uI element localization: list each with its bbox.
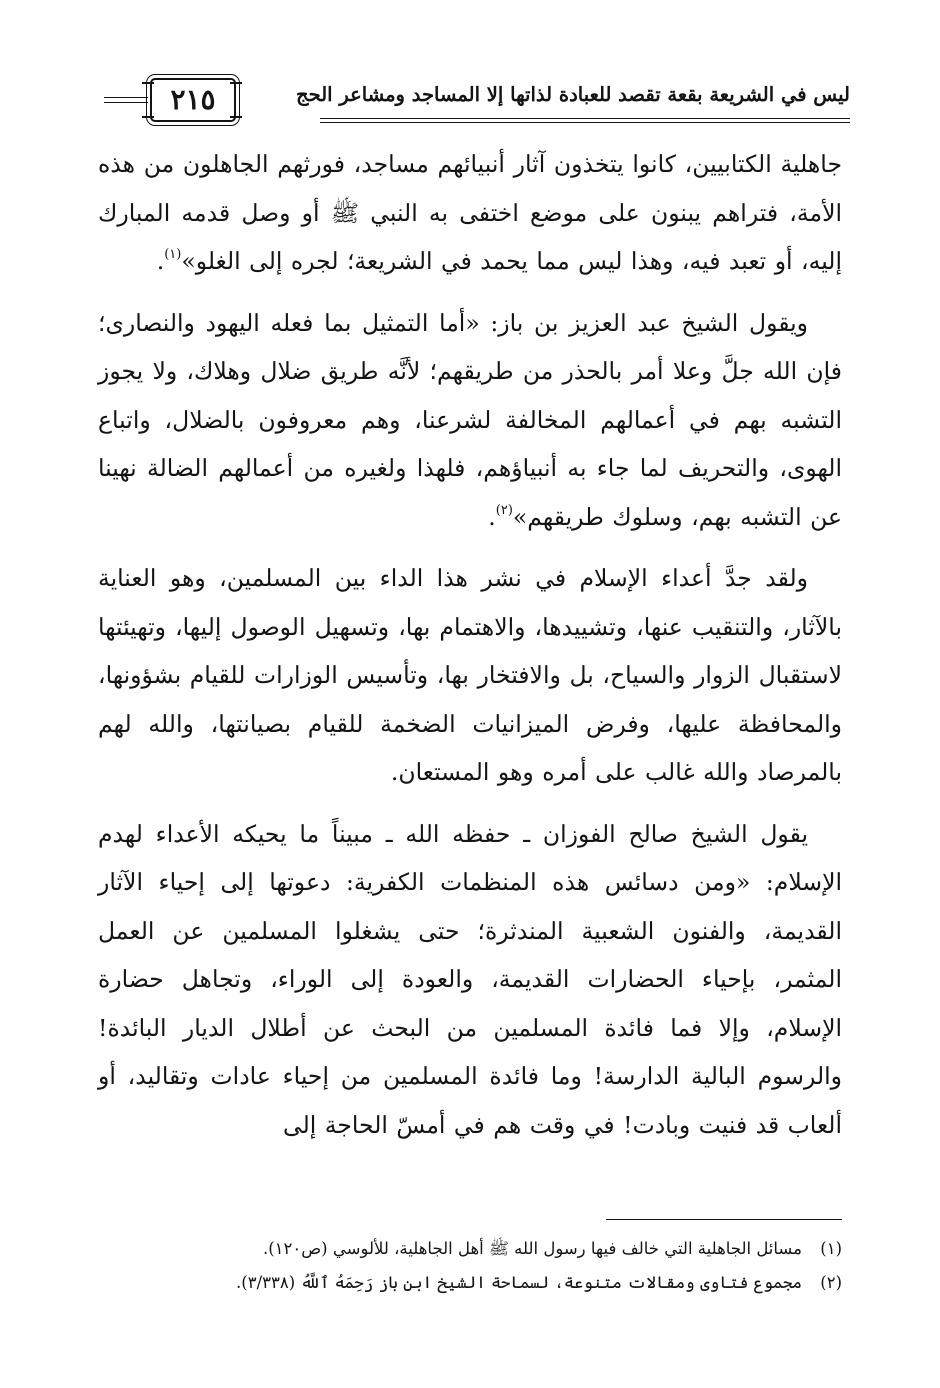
footnotes [98,1232,842,1300]
paragraph [98,299,842,542]
footnote [98,1266,842,1300]
frame-ornament [230,82,242,84]
footnote-text: مسائل الجاهلية التي خالف فيها رسول الله ﷺ أهل الجاهلية، للألوسي (ص١٢٠). [262,1239,802,1258]
footnote-number: (٢) [820,1273,842,1292]
paragraph [98,140,842,286]
paragraph-end: . [488,502,496,531]
page-number-frame [150,78,236,122]
footnote-text: مجموع فتاوى ومقالات متنوعة، لسماحة الشيخ ابن باز رَحِمَهُ ٱللَّهُ (٣/٣٣٨). [236,1273,802,1292]
frame-ornament [142,82,154,84]
footnote-separator [606,1219,842,1220]
frame-ornament [142,116,154,118]
footnote [98,1232,842,1266]
paragraph-text: ولقد جدَّ أعداء الإسلام في نشر هذا الداء بين المسلمين، وهو العناية بالآثار، والتنقيب عنها، وتشييدها، والاهتمام بها، وتسهيل الوصول إليها، وتهيئتها لاستقبال الزوار والسياح، بل والافتخار بها، وتأسيس الوزارات للقيام بشؤونها، والمحافظة عليها، وفرض الميزانيات الضخمة للقيام بصيانتها، والله لهم بالمرصاد والله غالب على أمره وهو المستعان. [98,564,842,786]
paragraph-end: . [156,247,165,275]
footnote-number: (١) [820,1239,842,1258]
header-left-double-rule [104,97,148,103]
main-text [98,140,842,1149]
header-double-rule [320,118,850,123]
paragraph-text: ويقول الشيخ عبد العزيز بن باز: «أما التمثيل بما فعله اليهود والنصارى؛ فإن الله جلَّ وعلا أمر بالحذر من طريقهم؛ لأنَّه طريق ضلال وهلاك، ولا يجوز التشبه بهم في أعمالهم المخالفة لشرعنا، وهم معروفون بالضلال، واتباع الهوى، والتحريف لما جاء به أنبياؤهم، فلهذا ولغيره من أعمالهم الضالة نهينا عن التشبه بهم، وسلوك طريقهم» [98,308,842,531]
paragraph [98,810,842,1150]
footnote-ref: (٢) [495,502,513,518]
page-number: ٢١٥ [170,83,216,116]
paragraph-text: جاهلية الكتابيين، كانوا يتخذون آثار أنبيائهم مساجد، فورثهم الجاهلون من هذه الأمة، فتراهم يبنون على موضع اختفى به النبي ﷺ أو وصل قدمه المبارك إليه، أو تعبد فيه، وهذا ليس مما يحمد في الشريعة؛ لجره إلى الغلو» [98,150,842,275]
footnote-ref: (١) [164,247,182,262]
running-title: ليس في الشريعة بقعة تقصد للعبادة لذاتها إلا المساجد ومشاعر الحج [296,83,850,106]
running-header [104,74,850,144]
paragraph [98,554,842,797]
paragraph-text: يقول الشيخ صالح الفوزان ـ حفظه الله ـ مبيناً ما يحيكه الأعداء لهدم الإسلام: «ومن دسائس هذه المنظمات الكفرية: دعوتها إلى إحياء الآثار القديمة، والفنون الشعبية المندثرة؛ حتى يشغلوا المسلمين عن العمل المثمر، بإحياء الحضارات القديمة، والعودة إلى الوراء، وتجاهل حضارة الإسلام، وإلا فما فائدة المسلمين من البحث عن أطلال الديار البائدة! والرسوم البالية الدارسة! وما فائدة المسلمين من إحياء عادات وتقاليد، أو ألعاب قد فنيت وبادت! في وقت هم في أمسّ الحاجة إلى [98,819,842,1139]
frame-ornament [230,116,242,118]
